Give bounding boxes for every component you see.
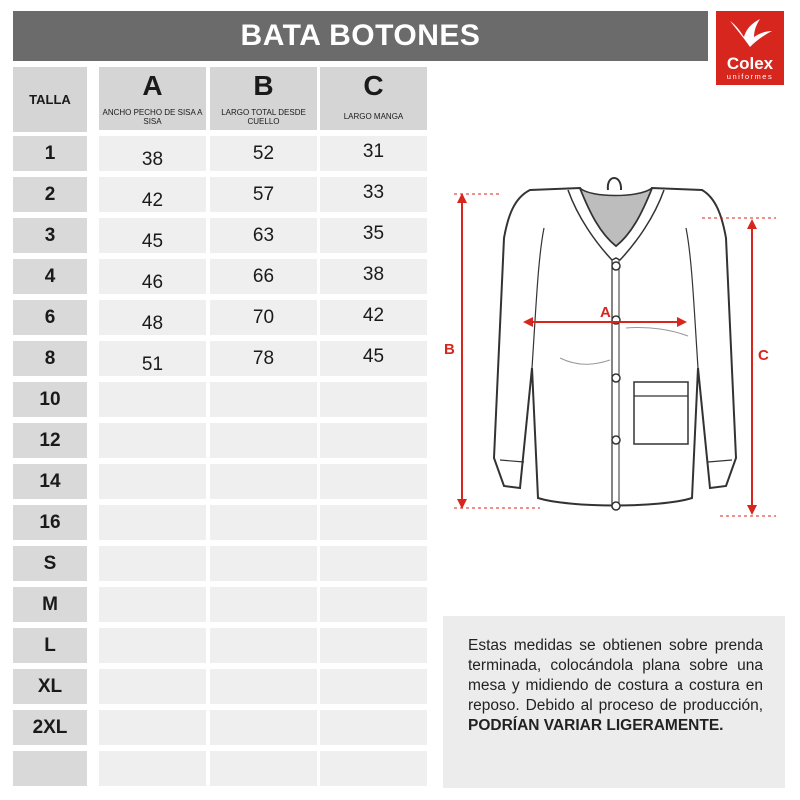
measure-value: 63 [252, 224, 275, 246]
measure-cell-c [320, 300, 427, 335]
measure-cell-a [99, 259, 206, 294]
measure-cell-a [99, 505, 206, 540]
measure-value: 51 [141, 353, 164, 375]
size-label: L [13, 628, 87, 663]
column-letter: C [363, 70, 384, 101]
measure-cell-c [320, 587, 427, 622]
size-label: 2 [13, 177, 87, 212]
measure-value: 48 [141, 312, 164, 334]
logo-brand: Colex [726, 54, 774, 73]
brand-logo [716, 11, 784, 85]
size-label: XL [13, 669, 87, 704]
measure-cell-b [210, 587, 317, 622]
measure-cell-c [320, 136, 427, 171]
measure-cell-a [99, 423, 206, 458]
measure-cell-c [320, 259, 427, 294]
column-header-b [210, 67, 317, 130]
measure-cell-a [99, 546, 206, 581]
size-label: M [13, 587, 87, 622]
measure-value: 33 [362, 181, 385, 203]
measure-cell-c [320, 505, 427, 540]
size-label: 12 [13, 423, 87, 458]
measure-cell-a [99, 751, 206, 786]
measure-cell-c [320, 218, 427, 253]
note-emphasis: PODRÍAN VARIAR LIGERAMENTE. [468, 717, 724, 734]
measurement-note [443, 616, 785, 788]
measure-cell-b [210, 259, 317, 294]
size-label: 3 [13, 218, 87, 253]
measure-value: 57 [252, 183, 275, 205]
measure-cell-b [210, 423, 317, 458]
column-header-a [99, 67, 206, 130]
measure-cell-b [210, 628, 317, 663]
measure-cell-b [210, 177, 317, 212]
column-description: LARGO TOTAL DESDE CUELLO [221, 108, 306, 126]
measure-value: 38 [362, 263, 385, 285]
measure-cell-c [320, 546, 427, 581]
size-label: 4 [13, 259, 87, 294]
measure-cell-a [99, 628, 206, 663]
measure-cell-b [210, 218, 317, 253]
measure-value: 66 [252, 265, 275, 287]
measure-value: 52 [252, 142, 275, 164]
measure-cell-c [320, 710, 427, 745]
column-description: ANCHO PECHO DE SISA A SISA [102, 108, 203, 126]
measure-value: 70 [252, 306, 275, 328]
measure-cell-b [210, 300, 317, 335]
measure-cell-a [99, 710, 206, 745]
measure-cell-c [320, 382, 427, 417]
measure-cell-c [320, 751, 427, 786]
measure-cell-c [320, 628, 427, 663]
measure-cell-b [210, 669, 317, 704]
size-label: 8 [13, 341, 87, 376]
measure-cell-a [99, 136, 206, 171]
measure-value: 46 [141, 271, 164, 293]
size-column-header: TALLA [13, 67, 87, 132]
size-label: 1 [13, 136, 87, 171]
column-letter: A [142, 70, 163, 101]
measure-cell-a [99, 218, 206, 253]
bird-logo-icon [716, 15, 784, 53]
column-letter: B [253, 70, 274, 101]
note-text: Estas medidas se obtienen sobre prenda terminada, colocándola plana sobre una mesa y midiendo de costura a costura en reposo. Debido al proceso de producción, [468, 637, 763, 714]
size-label: 16 [13, 505, 87, 540]
measure-cell-b [210, 464, 317, 499]
measure-cell-a [99, 341, 206, 376]
size-label: 14 [13, 464, 87, 499]
measure-cell-c [320, 341, 427, 376]
dimension-label-b: B [444, 341, 455, 358]
measure-value: 31 [362, 140, 385, 162]
measure-cell-a [99, 300, 206, 335]
page-title: BATA BOTONES [13, 11, 708, 61]
dimension-label-c: C [758, 347, 769, 364]
measure-cell-b [210, 546, 317, 581]
measure-cell-c [320, 464, 427, 499]
dimension-label-a: A [600, 304, 611, 321]
logo-tagline: uniformes [726, 72, 774, 81]
size-label: S [13, 546, 87, 581]
measure-cell-a [99, 177, 206, 212]
size-label: 10 [13, 382, 87, 417]
measure-cell-c [320, 423, 427, 458]
measure-cell-a [99, 669, 206, 704]
garment-diagram [440, 168, 790, 518]
measure-cell-a [99, 587, 206, 622]
measure-cell-b [210, 136, 317, 171]
size-label [13, 751, 87, 786]
measure-value: 42 [141, 189, 164, 211]
measure-cell-c [320, 669, 427, 704]
measure-value: 45 [362, 345, 385, 367]
measure-cell-b [210, 710, 317, 745]
measure-value: 42 [362, 304, 385, 326]
measure-value: 45 [141, 230, 164, 252]
measure-cell-b [210, 341, 317, 376]
size-label: 6 [13, 300, 87, 335]
measure-cell-a [99, 464, 206, 499]
measure-cell-b [210, 505, 317, 540]
measure-cell-a [99, 382, 206, 417]
measure-cell-b [210, 751, 317, 786]
size-label: 2XL [13, 710, 87, 745]
measure-value: 35 [362, 222, 385, 244]
measure-cell-c [320, 177, 427, 212]
measure-value: 78 [252, 347, 275, 369]
column-description: LARGO MANGA [343, 112, 404, 121]
measure-cell-b [210, 382, 317, 417]
column-header-c [320, 67, 427, 130]
measure-value: 38 [141, 148, 164, 170]
